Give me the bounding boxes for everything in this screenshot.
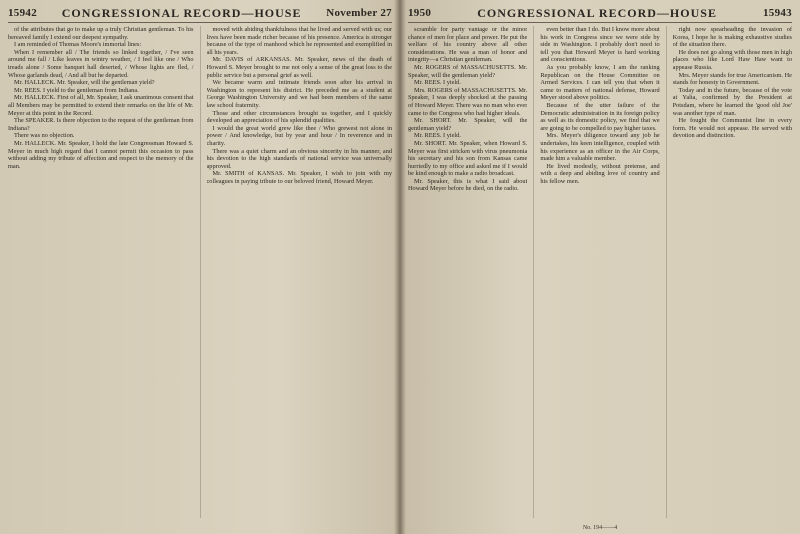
paragraph: Mrs. Meyer's diligence toward any job he undertakes, his keen intelligence, coupled with his experience as an officer in the Air Corps, made him a valuable member.	[540, 132, 660, 163]
paragraph: I would the great world grew like thee / Who grewest not alone in power / And knowledge, but by year and hour / In reverence and in charity.	[206, 124, 392, 147]
paragraph: Mr. DAVIS of ARKANSAS. Mr. Speaker, news of the death of Howard S. Meyer brought to me not only a sense of the great loss to the public service but a personal grief as well.	[206, 56, 392, 79]
right-running-title: CONGRESSIONAL RECORD—HOUSE	[477, 5, 717, 20]
paragraph: scramble for party vantage or the minor chance of men for place and power. He put the welfare of his country above all other considerations. He was a man of honor and integrity—a Christian gentleman.	[408, 26, 528, 64]
paragraph: The SPEAKER. Is there objection to the request of the gentleman from Indiana?	[8, 117, 194, 132]
paragraph: Mr. SHORT. Mr. Speaker, will the gentleman yield?	[408, 117, 528, 132]
right-column-1	[408, 26, 527, 518]
paragraph: Mr. REES. I yield.	[414, 79, 461, 87]
left-column-2	[207, 26, 393, 518]
right-page-number: 15943	[762, 7, 792, 19]
paragraph: Because of the utter failure of the Democratic administration in its foreign policy as well as its domestic policy, we find that we are going to be compelled to pay higher taxes.	[540, 101, 660, 132]
paragraph: As you probably know, I am the ranking Republican on the House Committee on Armed Services. I can tell you that when it came to matters of national defense, Howard Meyer stood above politics.	[540, 63, 660, 102]
paragraph: He lived modestly, without pretense, and with a deep and abiding love of country and his fellow men.	[540, 162, 660, 185]
right-columns	[408, 26, 792, 518]
paragraph: moved with abiding thankfulness that he lived and served with us; our lives have been made richer because of his presence. America is stronger because of the type of manhood which he represented and exemplified in all his years.	[206, 26, 392, 56]
column-rule	[200, 26, 201, 518]
paragraph: Mrs. ROGERS of MASSACHUSETTS. Mr. Speaker, I was deeply shocked at the passing of Howard Meyer. There was no man who ever came to the Congress who had higher ideals.	[408, 86, 528, 117]
left-columns	[8, 26, 392, 518]
paragraph: right now spearheading the invasion of Korea, I hope he is making exhaustive studies of the situation there.	[672, 26, 792, 49]
left-page-number: 15942	[8, 7, 37, 19]
paragraph: There was no objection.	[14, 132, 75, 140]
right-page	[400, 0, 800, 534]
column-rule	[533, 26, 534, 518]
paragraph: Mr. Speaker, this is what I said about Howard Meyer before he died, on the radio.	[408, 177, 528, 193]
paragraph: I am reminded of Thomas Moore's immortal lines:	[14, 41, 142, 49]
paragraph: He does not go along with those men in high places who like Lord Haw Haw want to appease Russia.	[672, 48, 792, 71]
paragraph: even better than I do. But I know more about his work in Congress since we were side by side in Washington. I probably don't need to tell you that Howard Meyer is hard working and conscientious.	[540, 26, 660, 64]
left-column-1	[8, 26, 194, 518]
paragraph: There was a quiet charm and an obvious sincerity in his manner, and his devotion to the high standards of national service was universally approved.	[206, 147, 392, 170]
paragraph: Those and other circumstances brought us together, and I quickly developed an appreciation of his splendid qualities.	[206, 109, 392, 125]
paragraph: When I remember all / The friends so linked together, / I've seen around me fall / Like leaves in wintry weather, / I feel like one / Who treads alone / Some banquet hall deserted, / Whose lights are fled, / Whose garlands dead, / And all but he departed.	[8, 48, 194, 79]
paragraph: Mr. HALLECK. Mr. Speaker, will the gentleman yield?	[14, 79, 155, 87]
paragraph: Mr. HALLECK. Mr. Speaker, I hold the late Congressman Howard S. Meyer in much high regard that I cannot permit this occasion to pass without adding my tribute of affection and respect to the memory of the man.	[8, 139, 194, 170]
paragraph: Mr. SHORT. Mr. Speaker, when Howard S. Meyer was first stricken with virus pneumonia his secretary and his son from Kansas came hurriedly to my office and asked me if I would be kind enough to make a radio broadcast.	[408, 139, 528, 178]
paragraph: Mr. HALLECK. First of all, Mr. Speaker, I ask unanimous consent that all Members may be permitted to extend their remarks on the life of Mr. Meyer at this point in the Record.	[8, 94, 194, 117]
paragraph: Mr. REES. I yield.	[414, 132, 461, 140]
right-page-header	[408, 4, 792, 23]
right-column-2	[540, 26, 659, 518]
paragraph: Mr. SMITH of KANSAS. Mr. Speaker, I wish to join with my colleagues in paying tribute to our beloved friend, Howard Meyer.	[206, 170, 392, 185]
left-running-title: CONGRESSIONAL RECORD—HOUSE	[61, 5, 302, 20]
paragraph: Mrs. Meyer stands for true Americanism. He stands for honesty in Government.	[672, 71, 792, 87]
paragraph: Mr. REES. I yield to the gentleman from Indiana.	[14, 86, 139, 94]
paragraph: of the attributes that go to make up a truly Christian gentleman. To his bereaved family I extend our deepest sympathy.	[8, 26, 194, 41]
page-footer: No. 194——4	[582, 525, 618, 531]
paragraph: He fought the Communist line in every form. He would not appease. He served with devotion and distinction.	[672, 117, 792, 140]
paragraph: We became warm and intimate friends soon after his arrival in Washington to represent his district. He preceded me as a student at George Washington University and we had been members of the same law school fraternity.	[206, 79, 392, 109]
right-page-date: 1950	[408, 7, 432, 19]
left-page-date: November 27	[326, 7, 392, 19]
left-page-header	[8, 4, 392, 23]
right-column-3	[673, 26, 792, 518]
paragraph: Today and in the future, because of the vote at Yalta, confirmed by the President at Potsdam, where he learned the 'good old Joe' was another type of man.	[672, 86, 792, 117]
paragraph: Mr. ROGERS of MASSACHUSETTS. Mr. Speaker, will the gentleman yield?	[408, 63, 528, 79]
column-rule	[666, 26, 667, 518]
